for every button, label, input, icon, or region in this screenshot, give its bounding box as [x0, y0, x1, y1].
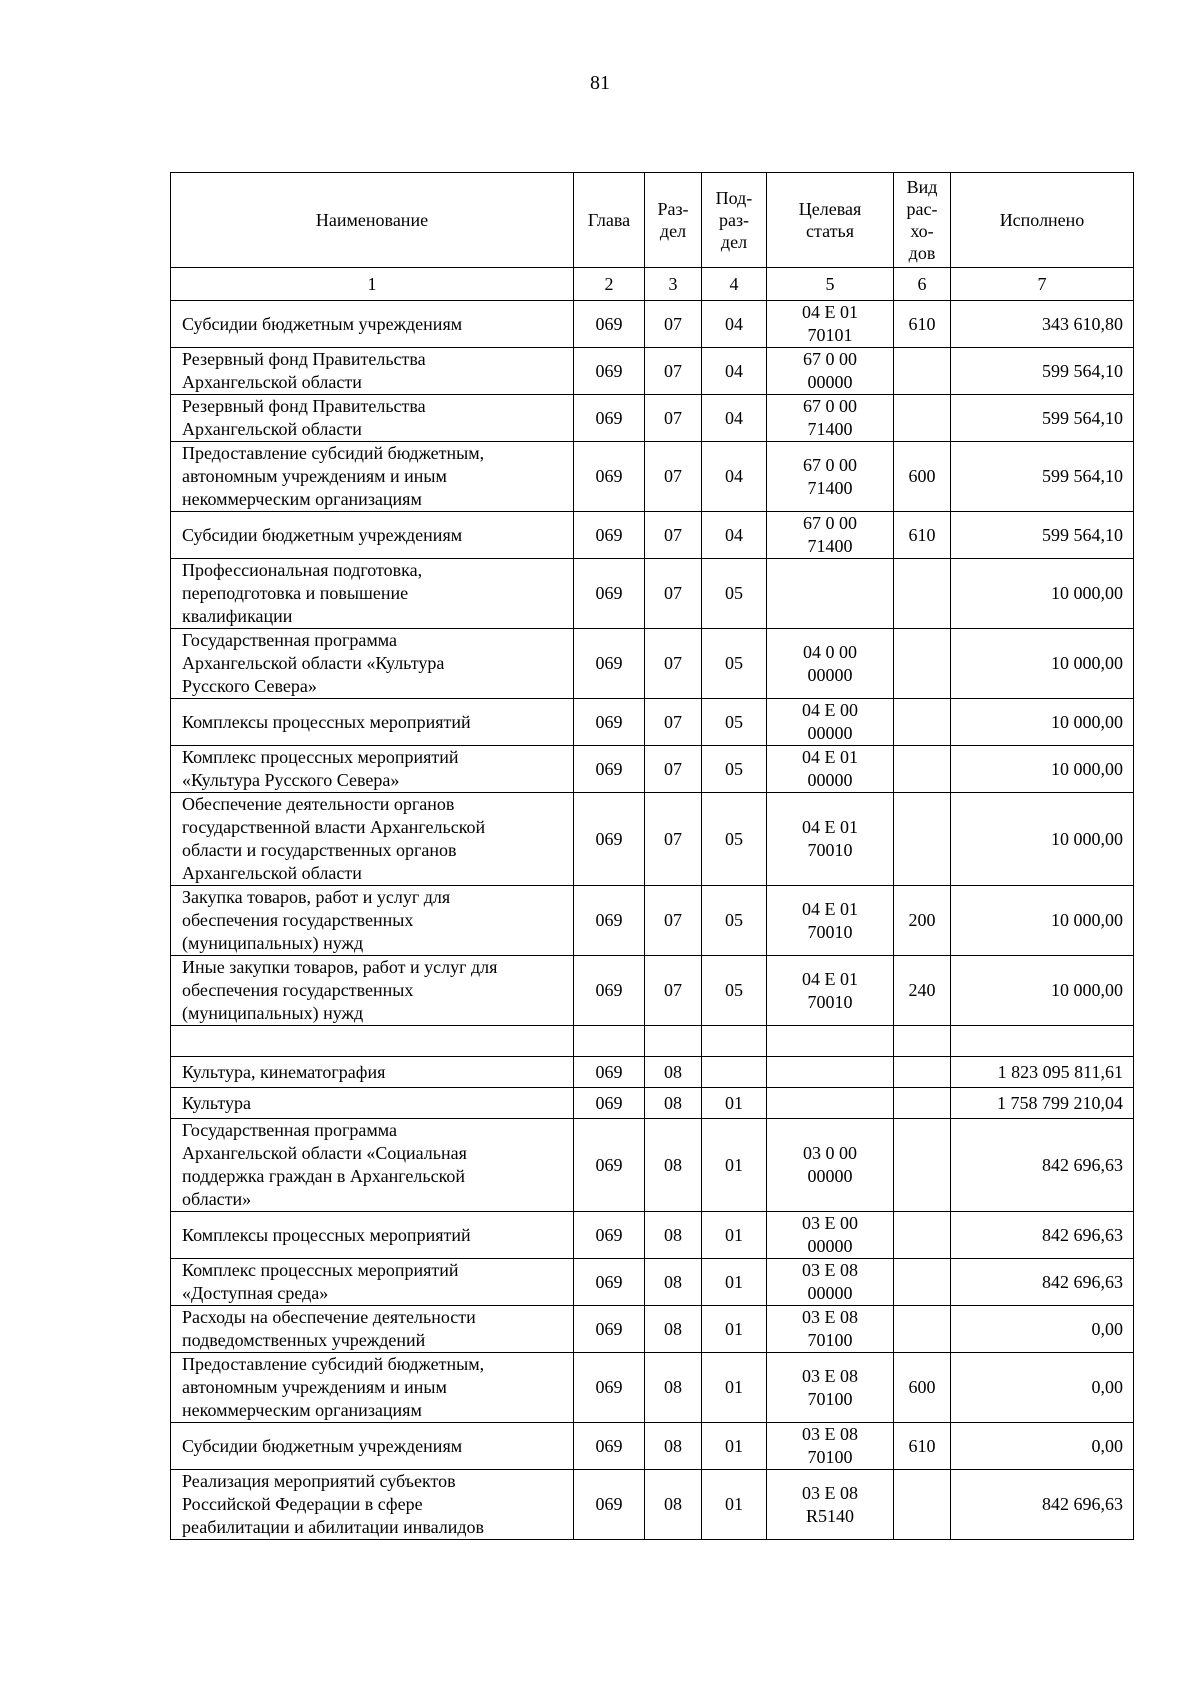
- row-glava: 069: [574, 629, 645, 699]
- table-row: [171, 793, 1134, 886]
- table-row: [171, 395, 1134, 442]
- column-number: 1: [171, 268, 574, 301]
- row-amount: 343 610,80: [951, 301, 1134, 348]
- row-amount: 10 000,00: [951, 886, 1134, 956]
- header-amount: Исполнено: [951, 173, 1134, 268]
- row-podrazdel: 04: [702, 395, 767, 442]
- column-number: 3: [645, 268, 702, 301]
- row-name: Реализация мероприятий субъектов Российской Федерации в сфере реабилитации и абилитации инвалидов: [171, 1470, 574, 1540]
- row-podrazdel: 05: [702, 956, 767, 1026]
- budget-table: [170, 172, 1134, 1540]
- row-vid: 240: [894, 956, 951, 1026]
- row-vid: [894, 1026, 951, 1057]
- row-name: Комплекс процессных мероприятий «Доступная среда»: [171, 1259, 574, 1306]
- header-razdel: Раз- дел: [645, 173, 702, 268]
- row-razdel: 08: [645, 1088, 702, 1119]
- page-number: 81: [590, 72, 610, 94]
- row-statya: 04 Е 00 00000: [767, 699, 894, 746]
- row-statya: 67 0 00 71400: [767, 395, 894, 442]
- table-row: [171, 886, 1134, 956]
- row-vid: 610: [894, 1423, 951, 1470]
- column-number: 2: [574, 268, 645, 301]
- row-razdel: 08: [645, 1423, 702, 1470]
- row-statya: 03 Е 08 R5140: [767, 1470, 894, 1540]
- row-razdel: 07: [645, 442, 702, 512]
- row-amount: 10 000,00: [951, 793, 1134, 886]
- table-row: [171, 1470, 1134, 1540]
- row-podrazdel: 01: [702, 1306, 767, 1353]
- row-statya: [767, 1088, 894, 1119]
- row-name: Обеспечение деятельности органов государственной власти Архангельской области и государственных органов Архангельской области: [171, 793, 574, 886]
- row-glava: 069: [574, 301, 645, 348]
- column-number: 6: [894, 268, 951, 301]
- row-name: Профессиональная подготовка, переподготовка и повышение квалификации: [171, 559, 574, 629]
- row-name: Резервный фонд Правительства Архангельской области: [171, 348, 574, 395]
- row-glava: 069: [574, 512, 645, 559]
- column-number-row: [171, 268, 1134, 301]
- row-razdel: 08: [645, 1057, 702, 1088]
- row-razdel: 07: [645, 746, 702, 793]
- row-statya: 67 0 00 71400: [767, 512, 894, 559]
- header-vid: Вид рас- хо- дов: [894, 173, 951, 268]
- row-podrazdel: 01: [702, 1088, 767, 1119]
- table-row: [171, 512, 1134, 559]
- row-vid: [894, 629, 951, 699]
- row-statya: 67 0 00 71400: [767, 442, 894, 512]
- row-statya: 03 Е 08 70100: [767, 1306, 894, 1353]
- row-statya: 04 Е 01 70010: [767, 956, 894, 1026]
- row-name: Комплексы процессных мероприятий: [171, 1212, 574, 1259]
- row-statya: 04 0 00 00000: [767, 629, 894, 699]
- row-name: Комплекс процессных мероприятий «Культура Русского Севера»: [171, 746, 574, 793]
- row-glava: 069: [574, 1057, 645, 1088]
- row-razdel: 07: [645, 559, 702, 629]
- row-glava: 069: [574, 793, 645, 886]
- row-amount: 0,00: [951, 1353, 1134, 1423]
- row-name: Государственная программа Архангельской области «Социальная поддержка граждан в Архангельской области»: [171, 1119, 574, 1212]
- table-body: [171, 301, 1134, 1540]
- row-podrazdel: 01: [702, 1259, 767, 1306]
- row-vid: [894, 1057, 951, 1088]
- row-vid: [894, 1470, 951, 1540]
- row-glava: 069: [574, 746, 645, 793]
- row-podrazdel: 01: [702, 1353, 767, 1423]
- row-vid: 600: [894, 1353, 951, 1423]
- header-statya: Целевая статья: [767, 173, 894, 268]
- row-statya: [767, 1057, 894, 1088]
- row-amount: 10 000,00: [951, 559, 1134, 629]
- row-razdel: 07: [645, 629, 702, 699]
- table-row: [171, 629, 1134, 699]
- table-row: [171, 348, 1134, 395]
- row-amount: 1 758 799 210,04: [951, 1088, 1134, 1119]
- row-amount: 842 696,63: [951, 1212, 1134, 1259]
- row-amount: 0,00: [951, 1306, 1134, 1353]
- row-glava: 069: [574, 1423, 645, 1470]
- row-statya: 03 Е 08 00000: [767, 1259, 894, 1306]
- row-vid: [894, 1306, 951, 1353]
- row-podrazdel: 04: [702, 512, 767, 559]
- row-glava: 069: [574, 348, 645, 395]
- table-row: [171, 1259, 1134, 1306]
- row-glava: [574, 1026, 645, 1057]
- row-glava: 069: [574, 1353, 645, 1423]
- row-statya: [767, 1026, 894, 1057]
- row-vid: [894, 1259, 951, 1306]
- row-razdel: 07: [645, 956, 702, 1026]
- table-row: [171, 699, 1134, 746]
- row-name: [171, 1026, 574, 1057]
- column-number: 5: [767, 268, 894, 301]
- row-glava: 069: [574, 1212, 645, 1259]
- row-amount: [951, 1026, 1134, 1057]
- row-podrazdel: 04: [702, 348, 767, 395]
- row-glava: 069: [574, 559, 645, 629]
- row-statya: 03 Е 08 70100: [767, 1353, 894, 1423]
- row-podrazdel: 04: [702, 301, 767, 348]
- row-amount: 1 823 095 811,61: [951, 1057, 1134, 1088]
- row-vid: [894, 395, 951, 442]
- row-glava: 069: [574, 1119, 645, 1212]
- row-name: Субсидии бюджетным учреждениям: [171, 512, 574, 559]
- row-name: Культура: [171, 1088, 574, 1119]
- row-glava: 069: [574, 886, 645, 956]
- table-row: [171, 1212, 1134, 1259]
- row-razdel: 08: [645, 1119, 702, 1212]
- table-row: [171, 1088, 1134, 1119]
- table-row: [171, 442, 1134, 512]
- row-razdel: 08: [645, 1306, 702, 1353]
- header-glava: Глава: [574, 173, 645, 268]
- row-vid: [894, 1088, 951, 1119]
- row-vid: 610: [894, 512, 951, 559]
- table-row: [171, 1423, 1134, 1470]
- row-razdel: 07: [645, 793, 702, 886]
- row-razdel: 07: [645, 395, 702, 442]
- row-statya: 04 Е 01 70010: [767, 886, 894, 956]
- row-statya: [767, 559, 894, 629]
- row-vid: [894, 1119, 951, 1212]
- row-amount: 842 696,63: [951, 1470, 1134, 1540]
- row-glava: 069: [574, 442, 645, 512]
- row-statya: 04 Е 01 70101: [767, 301, 894, 348]
- row-glava: 069: [574, 699, 645, 746]
- row-vid: [894, 1212, 951, 1259]
- row-razdel: 07: [645, 512, 702, 559]
- row-amount: 10 000,00: [951, 956, 1134, 1026]
- row-razdel: 08: [645, 1259, 702, 1306]
- row-amount: 599 564,10: [951, 395, 1134, 442]
- table-row: [171, 1306, 1134, 1353]
- row-statya: 04 Е 01 70010: [767, 793, 894, 886]
- row-podrazdel: 05: [702, 699, 767, 746]
- row-name: Культура, кинематография: [171, 1057, 574, 1088]
- row-name: Резервный фонд Правительства Архангельской области: [171, 395, 574, 442]
- row-name: Предоставление субсидий бюджетным, автономным учреждениям и иным некоммерческим организациям: [171, 442, 574, 512]
- table-row: [171, 746, 1134, 793]
- table-row: [171, 1353, 1134, 1423]
- header-podrazdel: Под- раз- дел: [702, 173, 767, 268]
- row-podrazdel: [702, 1057, 767, 1088]
- row-statya: 67 0 00 00000: [767, 348, 894, 395]
- row-vid: [894, 746, 951, 793]
- row-name: Расходы на обеспечение деятельности подведомственных учреждений: [171, 1306, 574, 1353]
- table-row: [171, 301, 1134, 348]
- row-amount: 842 696,63: [951, 1259, 1134, 1306]
- header-row: [171, 173, 1134, 268]
- table-row: [171, 1057, 1134, 1088]
- row-podrazdel: 05: [702, 793, 767, 886]
- row-glava: 069: [574, 1088, 645, 1119]
- row-podrazdel: 05: [702, 886, 767, 956]
- row-amount: 10 000,00: [951, 699, 1134, 746]
- column-number: 7: [951, 268, 1134, 301]
- row-razdel: 07: [645, 301, 702, 348]
- row-name: Субсидии бюджетным учреждениям: [171, 1423, 574, 1470]
- table-row: [171, 1119, 1134, 1212]
- row-razdel: [645, 1026, 702, 1057]
- row-amount: 10 000,00: [951, 629, 1134, 699]
- row-statya: 03 Е 08 70100: [767, 1423, 894, 1470]
- row-vid: [894, 559, 951, 629]
- row-statya: 04 Е 01 00000: [767, 746, 894, 793]
- row-vid: [894, 348, 951, 395]
- row-name: Комплексы процессных мероприятий: [171, 699, 574, 746]
- row-razdel: 08: [645, 1353, 702, 1423]
- row-name: Государственная программа Архангельской области «Культура Русского Севера»: [171, 629, 574, 699]
- row-podrazdel: 05: [702, 559, 767, 629]
- row-vid: 200: [894, 886, 951, 956]
- row-glava: 069: [574, 1306, 645, 1353]
- row-glava: 069: [574, 1470, 645, 1540]
- row-razdel: 08: [645, 1212, 702, 1259]
- table-row: [171, 1026, 1134, 1057]
- row-statya: 03 Е 00 00000: [767, 1212, 894, 1259]
- row-razdel: 08: [645, 1470, 702, 1540]
- row-statya: 03 0 00 00000: [767, 1119, 894, 1212]
- row-podrazdel: 01: [702, 1212, 767, 1259]
- row-vid: 600: [894, 442, 951, 512]
- row-podrazdel: 01: [702, 1423, 767, 1470]
- row-glava: 069: [574, 395, 645, 442]
- row-amount: 599 564,10: [951, 348, 1134, 395]
- row-vid: [894, 793, 951, 886]
- row-razdel: 07: [645, 886, 702, 956]
- row-vid: [894, 699, 951, 746]
- row-name: Субсидии бюджетным учреждениям: [171, 301, 574, 348]
- row-vid: 610: [894, 301, 951, 348]
- row-name: Иные закупки товаров, работ и услуг для обеспечения государственных (муниципальных) нужд: [171, 956, 574, 1026]
- row-amount: 599 564,10: [951, 442, 1134, 512]
- row-amount: 10 000,00: [951, 746, 1134, 793]
- header-name: Наименование: [171, 173, 574, 268]
- row-glava: 069: [574, 1259, 645, 1306]
- row-podrazdel: 05: [702, 629, 767, 699]
- row-glava: 069: [574, 956, 645, 1026]
- row-podrazdel: 05: [702, 746, 767, 793]
- row-name: Закупка товаров, работ и услуг для обеспечения государственных (муниципальных) нужд: [171, 886, 574, 956]
- row-amount: 0,00: [951, 1423, 1134, 1470]
- row-razdel: 07: [645, 699, 702, 746]
- row-amount: 599 564,10: [951, 512, 1134, 559]
- row-amount: 842 696,63: [951, 1119, 1134, 1212]
- column-number: 4: [702, 268, 767, 301]
- table-row: [171, 559, 1134, 629]
- row-podrazdel: [702, 1026, 767, 1057]
- row-podrazdel: 01: [702, 1470, 767, 1540]
- row-razdel: 07: [645, 348, 702, 395]
- table-row: [171, 956, 1134, 1026]
- row-podrazdel: 01: [702, 1119, 767, 1212]
- row-name: Предоставление субсидий бюджетным, автономным учреждениям и иным некоммерческим организациям: [171, 1353, 574, 1423]
- row-podrazdel: 04: [702, 442, 767, 512]
